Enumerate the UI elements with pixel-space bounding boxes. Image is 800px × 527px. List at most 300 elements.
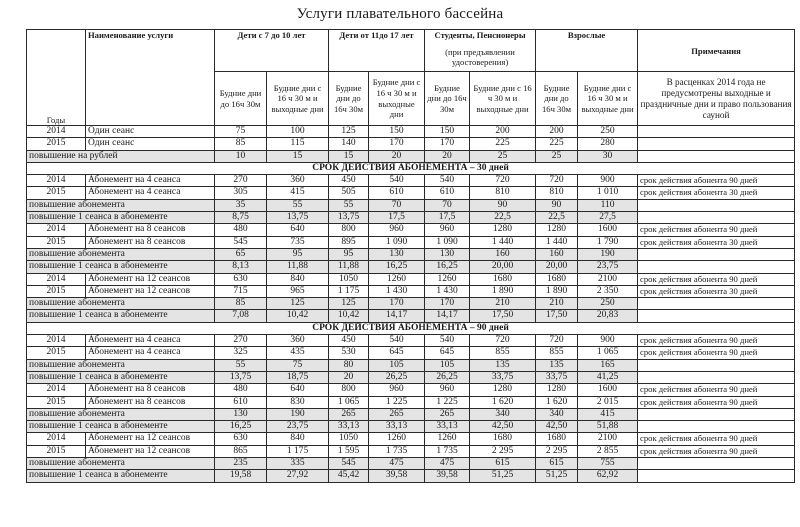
price-cell: 1 620 — [536, 396, 578, 408]
table-row — [27, 187, 795, 199]
year-cell: 2014 — [27, 384, 86, 396]
price-cell: 720 — [470, 175, 536, 187]
price-cell: 135 — [536, 359, 578, 371]
price-cell: 51,25 — [470, 470, 536, 482]
note-cell — [638, 248, 795, 260]
increase-label-cell: повышение 1 сеанса в абонементе — [27, 421, 215, 433]
price-cell: 35 — [215, 199, 267, 211]
note-cell: срок действия абонента 90 дней — [638, 335, 795, 347]
table-row — [27, 445, 795, 457]
weekday-header: Будние дни до 16ч 30м — [536, 72, 578, 126]
price-cell: 715 — [215, 285, 267, 297]
service-name-cell: Абонемент на 4 сеанса — [86, 175, 215, 187]
price-cell: 1 440 — [536, 236, 578, 248]
price-cell: 85 — [215, 138, 267, 150]
price-cell: 545 — [215, 236, 267, 248]
price-cell: 270 — [215, 175, 267, 187]
price-cell: 70 — [425, 199, 470, 211]
years-header — [27, 30, 86, 126]
price-cell: 2 350 — [578, 285, 638, 297]
price-cell: 1 010 — [578, 187, 638, 199]
price-cell: 90 — [470, 199, 536, 211]
price-cell: 85 — [215, 298, 267, 310]
year-cell: 2015 — [27, 187, 86, 199]
price-cell: 1 090 — [369, 236, 425, 248]
note-cell: срок действия абонента 90 дней — [638, 224, 795, 236]
price-cell: 1 790 — [578, 236, 638, 248]
price-cell: 895 — [329, 236, 369, 248]
price-cell: 1 175 — [329, 285, 369, 297]
price-cell: 1260 — [369, 433, 425, 445]
increase-label-cell: повышение 1 сеанса в абонементе — [27, 470, 215, 482]
price-cell: 14,17 — [369, 310, 425, 322]
increase-label-cell: повышение 1 сеанса в абонементе — [27, 310, 215, 322]
price-cell: 170 — [369, 138, 425, 150]
weekday-header: Будние дни до 16ч 30м — [329, 72, 369, 126]
year-cell: 2014 — [27, 175, 86, 187]
price-cell: 720 — [536, 335, 578, 347]
price-cell: 125 — [329, 298, 369, 310]
note-cell — [638, 298, 795, 310]
group-adults: Взрослые — [536, 30, 638, 72]
table-row — [27, 199, 795, 211]
price-cell: 1280 — [536, 384, 578, 396]
price-cell: 545 — [329, 458, 369, 470]
price-cell: 1 065 — [329, 396, 369, 408]
price-cell: 125 — [267, 298, 329, 310]
price-cell: 250 — [578, 126, 638, 138]
price-cell: 630 — [215, 433, 267, 445]
price-cell: 540 — [425, 335, 470, 347]
price-cell: 475 — [369, 458, 425, 470]
price-cell: 265 — [425, 408, 470, 420]
price-cell: 360 — [267, 335, 329, 347]
price-cell: 10,42 — [329, 310, 369, 322]
price-cell: 8,75 — [215, 212, 267, 224]
price-cell: 160 — [536, 248, 578, 260]
price-cell: 235 — [215, 458, 267, 470]
price-cell: 170 — [425, 298, 470, 310]
note-cell — [638, 126, 795, 138]
price-cell: 1600 — [578, 224, 638, 236]
price-cell: 2100 — [578, 273, 638, 285]
price-cell: 41,25 — [578, 371, 638, 383]
price-cell: 2 855 — [578, 445, 638, 457]
section-heading-row — [27, 322, 795, 334]
price-cell: 160 — [470, 248, 536, 260]
note-cell: срок действия абонента 90 дней — [638, 396, 795, 408]
note-cell — [638, 261, 795, 273]
price-cell: 1680 — [470, 273, 536, 285]
price-cell: 450 — [329, 335, 369, 347]
price-cell: 20,00 — [470, 261, 536, 273]
price-cell: 26,25 — [369, 371, 425, 383]
note-cell — [638, 212, 795, 224]
price-cell: 17,5 — [369, 212, 425, 224]
increase-label-cell: повышение абонемента — [27, 298, 215, 310]
price-cell: 8,13 — [215, 261, 267, 273]
price-cell: 15 — [267, 150, 329, 162]
price-cell: 39,58 — [369, 470, 425, 482]
section-heading: СРОК ДЕЙСТВИЯ АБОНЕМЕНТА – 30 дней — [27, 162, 795, 174]
price-cell: 645 — [425, 347, 470, 359]
note-cell: срок действия абонента 90 дней — [638, 175, 795, 187]
price-cell: 1 890 — [470, 285, 536, 297]
table-row — [27, 224, 795, 236]
price-cell: 1 065 — [578, 347, 638, 359]
price-cell: 1680 — [470, 433, 536, 445]
group-students-note: (при предъявлении удостоверения) — [445, 47, 515, 67]
price-cell: 530 — [329, 347, 369, 359]
price-cell: 13,75 — [215, 371, 267, 383]
price-cell: 17,5 — [425, 212, 470, 224]
price-cell: 33,75 — [536, 371, 578, 383]
price-cell: 42,50 — [470, 421, 536, 433]
price-cell: 1280 — [536, 224, 578, 236]
price-cell: 80 — [329, 359, 369, 371]
price-cell: 170 — [425, 138, 470, 150]
price-cell: 51,88 — [578, 421, 638, 433]
price-cell: 540 — [425, 175, 470, 187]
price-cell: 130 — [369, 248, 425, 260]
price-cell: 105 — [369, 359, 425, 371]
price-cell: 965 — [267, 285, 329, 297]
year-cell: 2014 — [27, 433, 86, 445]
group-children-7-10: Дети с 7 до 10 лет — [215, 30, 329, 72]
price-cell: 27,5 — [578, 212, 638, 224]
price-cell: 265 — [329, 408, 369, 420]
price-cell: 1 430 — [425, 285, 470, 297]
service-name-cell: Один сеанс — [86, 126, 215, 138]
price-cell: 645 — [369, 347, 425, 359]
section-heading-row — [27, 162, 795, 174]
price-cell: 10,42 — [267, 310, 329, 322]
price-cell: 810 — [470, 187, 536, 199]
price-cell: 16,25 — [215, 421, 267, 433]
increase-label-cell: повышение 1 сеанса в абонементе — [27, 212, 215, 224]
price-cell: 55 — [329, 199, 369, 211]
price-cell: 810 — [536, 187, 578, 199]
price-cell: 25 — [536, 150, 578, 162]
price-cell: 755 — [578, 458, 638, 470]
price-cell: 55 — [215, 359, 267, 371]
price-cell: 20,00 — [536, 261, 578, 273]
price-cell: 33,75 — [470, 371, 536, 383]
price-cell: 800 — [329, 224, 369, 236]
price-cell: 960 — [425, 384, 470, 396]
price-cell: 1 440 — [470, 236, 536, 248]
note-cell — [638, 138, 795, 150]
price-cell: 960 — [369, 224, 425, 236]
price-cell: 615 — [470, 458, 536, 470]
price-cell: 16,25 — [369, 261, 425, 273]
weekend-header: Будние дни с 16 ч 30 м и выходные дни — [470, 72, 536, 126]
table-row — [27, 335, 795, 347]
price-cell: 23,75 — [578, 261, 638, 273]
table-row — [27, 310, 795, 322]
increase-label-cell: повышение абонемента — [27, 199, 215, 211]
price-cell: 2100 — [578, 433, 638, 445]
price-cell: 1 175 — [267, 445, 329, 457]
service-name-cell: Абонемент на 4 сеанса — [86, 347, 215, 359]
price-cell: 270 — [215, 335, 267, 347]
price-cell: 1260 — [369, 273, 425, 285]
group-students — [425, 30, 536, 72]
price-cell: 2 295 — [536, 445, 578, 457]
service-name-cell: Абонемент на 12 сеансов — [86, 285, 215, 297]
price-cell: 17,50 — [536, 310, 578, 322]
price-cell: 130 — [215, 408, 267, 420]
price-cell: 16,25 — [425, 261, 470, 273]
price-cell: 13,75 — [267, 212, 329, 224]
price-cell: 100 — [267, 126, 329, 138]
note-cell — [638, 371, 795, 383]
service-name-cell: Абонемент на 8 сеансов — [86, 396, 215, 408]
increase-label-cell: повышение абонемента — [27, 359, 215, 371]
price-cell: 200 — [470, 126, 536, 138]
price-cell: 1280 — [470, 224, 536, 236]
price-cell: 10 — [215, 150, 267, 162]
price-cell: 265 — [369, 408, 425, 420]
price-cell: 340 — [536, 408, 578, 420]
price-cell: 1 620 — [470, 396, 536, 408]
price-cell: 340 — [470, 408, 536, 420]
service-name-cell: Абонемент на 8 сеансов — [86, 384, 215, 396]
note-cell — [638, 150, 795, 162]
table-row — [27, 175, 795, 187]
price-cell: 505 — [329, 187, 369, 199]
note-cell — [638, 359, 795, 371]
price-cell: 475 — [425, 458, 470, 470]
table-row — [27, 236, 795, 248]
price-cell: 11,88 — [267, 261, 329, 273]
price-cell: 280 — [578, 138, 638, 150]
table-row — [27, 273, 795, 285]
price-cell: 23,75 — [267, 421, 329, 433]
price-cell: 18,75 — [267, 371, 329, 383]
year-cell: 2014 — [27, 224, 86, 236]
price-cell: 170 — [369, 298, 425, 310]
increase-label-cell: повышение 1 сеанса в абонементе — [27, 371, 215, 383]
price-cell: 22,5 — [536, 212, 578, 224]
price-cell: 125 — [329, 126, 369, 138]
price-cell: 210 — [470, 298, 536, 310]
increase-label-cell: повышение 1 сеанса в абонементе — [27, 261, 215, 273]
price-cell: 1 430 — [369, 285, 425, 297]
price-cell: 150 — [369, 126, 425, 138]
price-cell: 1050 — [329, 433, 369, 445]
price-cell: 95 — [267, 248, 329, 260]
price-table — [26, 29, 795, 483]
table-row — [27, 126, 795, 138]
table-row — [27, 458, 795, 470]
price-cell: 1 595 — [329, 445, 369, 457]
year-cell: 2014 — [27, 335, 86, 347]
table-row — [27, 408, 795, 420]
price-cell: 20,83 — [578, 310, 638, 322]
price-cell: 75 — [267, 359, 329, 371]
table-row — [27, 384, 795, 396]
price-cell: 105 — [425, 359, 470, 371]
price-cell: 14,17 — [425, 310, 470, 322]
price-cell: 140 — [329, 138, 369, 150]
table-row — [27, 212, 795, 224]
price-cell: 305 — [215, 187, 267, 199]
table-row — [27, 359, 795, 371]
remark-cell: В расценках 2014 года не предусмотрены выходные и праздничные дни и право пользования сауной — [638, 72, 795, 126]
service-name-cell: Один сеанс — [86, 138, 215, 150]
note-cell: срок действия абонента 30 дней — [638, 236, 795, 248]
price-cell: 33,13 — [329, 421, 369, 433]
price-cell: 1 735 — [425, 445, 470, 457]
price-cell: 480 — [215, 384, 267, 396]
group-students-label: Студенты, Пенсионеры — [434, 30, 526, 40]
price-cell: 15 — [329, 150, 369, 162]
price-cell: 20 — [329, 371, 369, 383]
price-cell: 960 — [425, 224, 470, 236]
price-cell: 65 — [215, 248, 267, 260]
price-cell: 22,5 — [470, 212, 536, 224]
year-cell: 2015 — [27, 236, 86, 248]
weekend-header: Будние дни с 16 ч 30 м и выходные дни — [369, 72, 425, 126]
price-cell: 630 — [215, 273, 267, 285]
price-cell: 610 — [425, 187, 470, 199]
price-cell: 1 890 — [536, 285, 578, 297]
notes-header: Примечания — [638, 30, 795, 72]
price-cell: 51,25 — [536, 470, 578, 482]
price-cell: 450 — [329, 175, 369, 187]
price-cell: 615 — [536, 458, 578, 470]
note-cell — [638, 470, 795, 482]
group-children-11-17: Дети от 11до 17 лет — [329, 30, 425, 72]
price-cell: 30 — [578, 150, 638, 162]
price-cell: 415 — [267, 187, 329, 199]
price-cell: 45,42 — [329, 470, 369, 482]
price-cell: 540 — [369, 175, 425, 187]
price-cell: 7,08 — [215, 310, 267, 322]
price-cell: 900 — [578, 175, 638, 187]
price-cell: 840 — [267, 273, 329, 285]
price-cell: 1280 — [470, 384, 536, 396]
price-cell: 1 090 — [425, 236, 470, 248]
price-cell: 1050 — [329, 273, 369, 285]
price-cell: 225 — [470, 138, 536, 150]
table-body — [27, 126, 795, 483]
price-cell: 27,92 — [267, 470, 329, 482]
note-cell — [638, 310, 795, 322]
note-cell: срок действия абонента 90 дней — [638, 273, 795, 285]
price-cell: 19,58 — [215, 470, 267, 482]
price-cell: 55 — [267, 199, 329, 211]
price-cell: 95 — [329, 248, 369, 260]
price-cell: 325 — [215, 347, 267, 359]
price-cell: 900 — [578, 335, 638, 347]
price-cell: 610 — [215, 396, 267, 408]
increase-label-cell: повышение абонемента — [27, 408, 215, 420]
price-cell: 25 — [470, 150, 536, 162]
service-header: Наименование услуги — [86, 30, 215, 126]
note-cell: срок действия абонента 90 дней — [638, 347, 795, 359]
table-row — [27, 285, 795, 297]
increase-label-cell: повышение абонемента — [27, 458, 215, 470]
price-cell: 610 — [369, 187, 425, 199]
price-cell: 415 — [578, 408, 638, 420]
price-cell: 11,88 — [329, 261, 369, 273]
table-row — [27, 396, 795, 408]
section-heading: СРОК ДЕЙСТВИЯ АБОНЕМЕНТА – 90 дней — [27, 322, 795, 334]
price-cell: 17,50 — [470, 310, 536, 322]
price-cell: 2 295 — [470, 445, 536, 457]
price-cell: 190 — [267, 408, 329, 420]
table-row — [27, 248, 795, 260]
weekend-header: Будние дни с 16 ч 30 м и выходные дни — [267, 72, 329, 126]
service-name-cell: Абонемент на 12 сеансов — [86, 273, 215, 285]
weekday-header: Будние дни до 16ч 30м — [215, 72, 267, 126]
weekday-header: Будние дни до 16ч 30м — [425, 72, 470, 126]
price-cell: 135 — [470, 359, 536, 371]
price-cell: 840 — [267, 433, 329, 445]
table-row — [27, 138, 795, 150]
note-cell: срок действия абонента 90 дней — [638, 445, 795, 457]
service-name-cell: Абонемент на 4 сеанса — [86, 187, 215, 199]
price-cell: 130 — [425, 248, 470, 260]
price-cell: 2 015 — [578, 396, 638, 408]
price-cell: 90 — [536, 199, 578, 211]
price-cell: 75 — [215, 126, 267, 138]
price-table-wrapper — [26, 29, 794, 483]
table-header — [27, 30, 795, 126]
price-cell: 360 — [267, 175, 329, 187]
price-cell: 480 — [215, 224, 267, 236]
table-row — [27, 371, 795, 383]
table-row — [27, 298, 795, 310]
increase-label-cell: повышение на рублей — [27, 150, 215, 162]
page-title: Услуги плавательного бассейна — [296, 6, 504, 22]
price-cell: 335 — [267, 458, 329, 470]
note-cell: срок действия абонента 30 дней — [638, 187, 795, 199]
price-cell: 210 — [536, 298, 578, 310]
price-cell: 20 — [425, 150, 470, 162]
price-cell: 735 — [267, 236, 329, 248]
price-cell: 1680 — [536, 433, 578, 445]
price-cell: 640 — [267, 224, 329, 236]
price-cell: 640 — [267, 384, 329, 396]
price-cell: 855 — [470, 347, 536, 359]
price-cell: 110 — [578, 199, 638, 211]
table-row — [27, 150, 795, 162]
price-cell: 33,13 — [369, 421, 425, 433]
year-cell: 2015 — [27, 138, 86, 150]
year-cell: 2015 — [27, 445, 86, 457]
price-cell: 13,75 — [329, 212, 369, 224]
year-cell: 2014 — [27, 126, 86, 138]
price-cell: 800 — [329, 384, 369, 396]
price-cell: 830 — [267, 396, 329, 408]
price-cell: 20 — [369, 150, 425, 162]
service-name-cell: Абонемент на 12 сеансов — [86, 445, 215, 457]
price-cell: 70 — [369, 199, 425, 211]
price-cell: 1260 — [425, 273, 470, 285]
years-label: Годы — [46, 115, 66, 125]
price-cell: 855 — [536, 347, 578, 359]
price-cell: 960 — [369, 384, 425, 396]
price-cell: 1680 — [536, 273, 578, 285]
price-cell: 720 — [536, 175, 578, 187]
year-cell: 2015 — [27, 285, 86, 297]
table-row — [27, 261, 795, 273]
service-name-cell: Абонемент на 12 сеансов — [86, 433, 215, 445]
note-cell: срок действия абонента 30 дней — [638, 285, 795, 297]
